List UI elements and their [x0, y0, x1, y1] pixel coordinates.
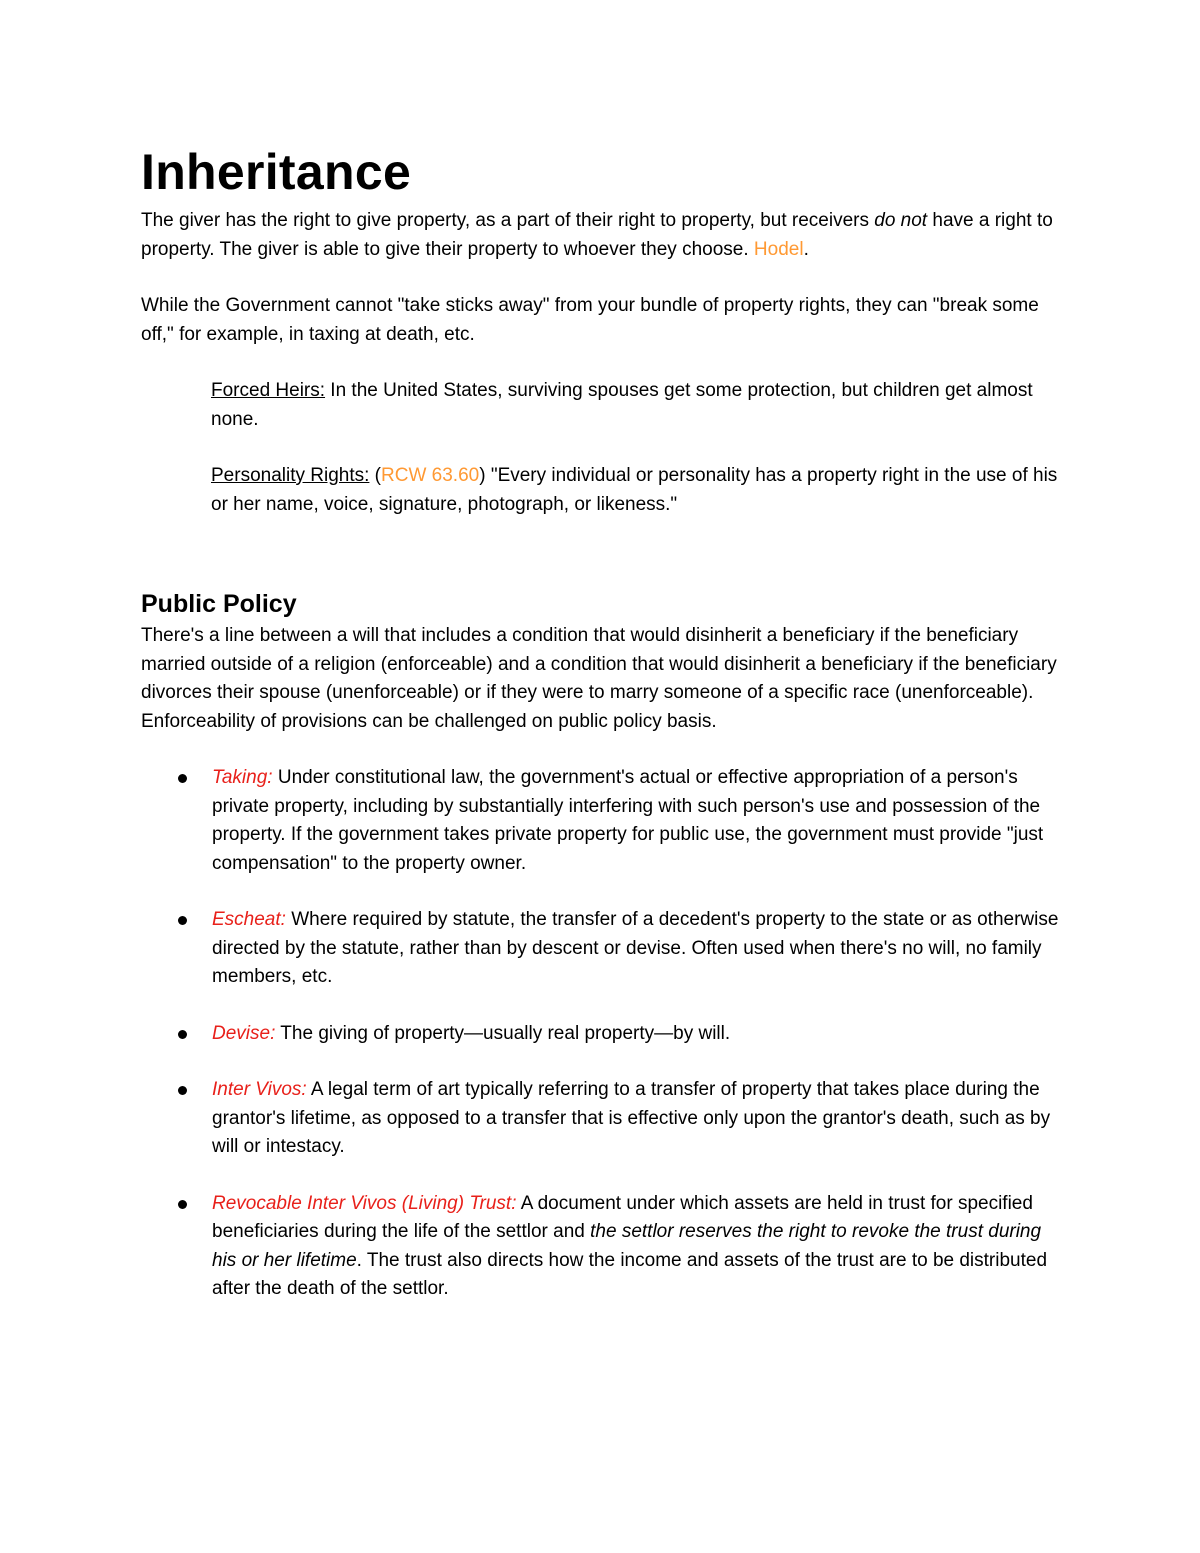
list-item: [141, 906, 1061, 992]
bullet-icon: [178, 1086, 187, 1095]
section-title-public-policy: Public Policy: [141, 590, 297, 618]
term-definition-cont: . The trust also directs how the income and assets of the trust are to be distributed after the death of the settlor.: [212, 1249, 1048, 1299]
bullet-icon: [178, 1200, 187, 1209]
government-paragraph: While the Government cannot "take sticks away" from your bundle of property rights, they can "break some off," for example, in taxing at death, etc.: [141, 295, 1039, 345]
term-definition: A legal term of art typically referring to a transfer of property that takes place during the grantor's lifetime, as opposed to a transfer that is effective only upon the grantor's death, such as by will or intestacy.: [212, 1079, 1051, 1157]
forced-heirs-paragraph: [141, 377, 1061, 434]
bullet-icon: [178, 774, 187, 783]
term-definition: A document under which assets are held in trust for specified beneficiaries during the life of the settlor and: [212, 1192, 1033, 1242]
term-label: Devise:: [212, 1022, 276, 1044]
list-item: [141, 1076, 1061, 1162]
list-item: [141, 1020, 1061, 1049]
personality-rights-text-1: (: [369, 465, 382, 486]
personality-rights-label: Personality Rights:: [211, 465, 370, 486]
term-definition: Under constitutional law, the government's actual or effective appropriation of a person's private property, including by substantially interfering with such person's use and possession of the property. If the government takes private property for public use, the government must provide "just compensation" to the property owner.: [212, 767, 1044, 874]
intro-text-3: .: [803, 238, 809, 260]
list-item: [141, 1190, 1061, 1304]
bullet-icon: [178, 916, 187, 925]
page-title: Inheritance: [141, 144, 412, 200]
term-definition: The giving of property—usually real property—by will.: [275, 1022, 731, 1044]
bullet-icon: [178, 1030, 187, 1039]
intro-text-1: The giver has the right to give property, as a part of their right to property, but receivers: [141, 210, 875, 231]
intro-text-2: have a right to property. The giver is able to give their property to whoever they choose.: [141, 210, 1053, 260]
intro-emphasis: do not: [874, 210, 928, 231]
term-label: Taking:: [212, 767, 273, 788]
terms-list: [141, 764, 1061, 1304]
term-label: Inter Vivos:: [212, 1079, 307, 1100]
document-page: [141, 140, 1061, 1304]
personality-rights-text-2: ) "Every individual or personality has a property right in the use of his or her name, voice, signature, photograph, or likeness.": [211, 465, 1058, 515]
term-label: Escheat:: [212, 909, 286, 930]
forced-heirs-text: In the United States, surviving spouses get some protection, but children get almost none.: [211, 380, 1033, 430]
rcw-link[interactable]: RCW 63.60: [381, 465, 480, 486]
term-label: Revocable Inter Vivos (Living) Trust:: [212, 1192, 517, 1214]
intro-paragraph: [141, 207, 1061, 264]
hodel-link[interactable]: Hodel: [753, 238, 804, 260]
forced-heirs-label: Forced Heirs:: [211, 380, 326, 401]
list-item: [141, 764, 1061, 878]
policy-paragraph: There's a line between a will that includes a condition that would disinherit a beneficiary if the beneficiary married outside of a religion (enforceable) and a condition that would disinherit a beneficiary if the beneficiary divorces their spouse (unenforceable) or if they were to marry someone of a specific race (unenforceable). Enforceability of provisions can be challenged on public policy basis.: [141, 625, 1057, 732]
term-definition: Where required by statute, the transfer of a decedent's property to the state or as otherwise directed by the statute, rather than by descent or devise. Often used when there's no will, no family members, etc.: [212, 909, 1059, 987]
personality-rights-paragraph: [141, 462, 1061, 519]
term-emphasis: the settlor reserves the right to revoke the trust during his or her lifetime: [212, 1221, 1042, 1271]
